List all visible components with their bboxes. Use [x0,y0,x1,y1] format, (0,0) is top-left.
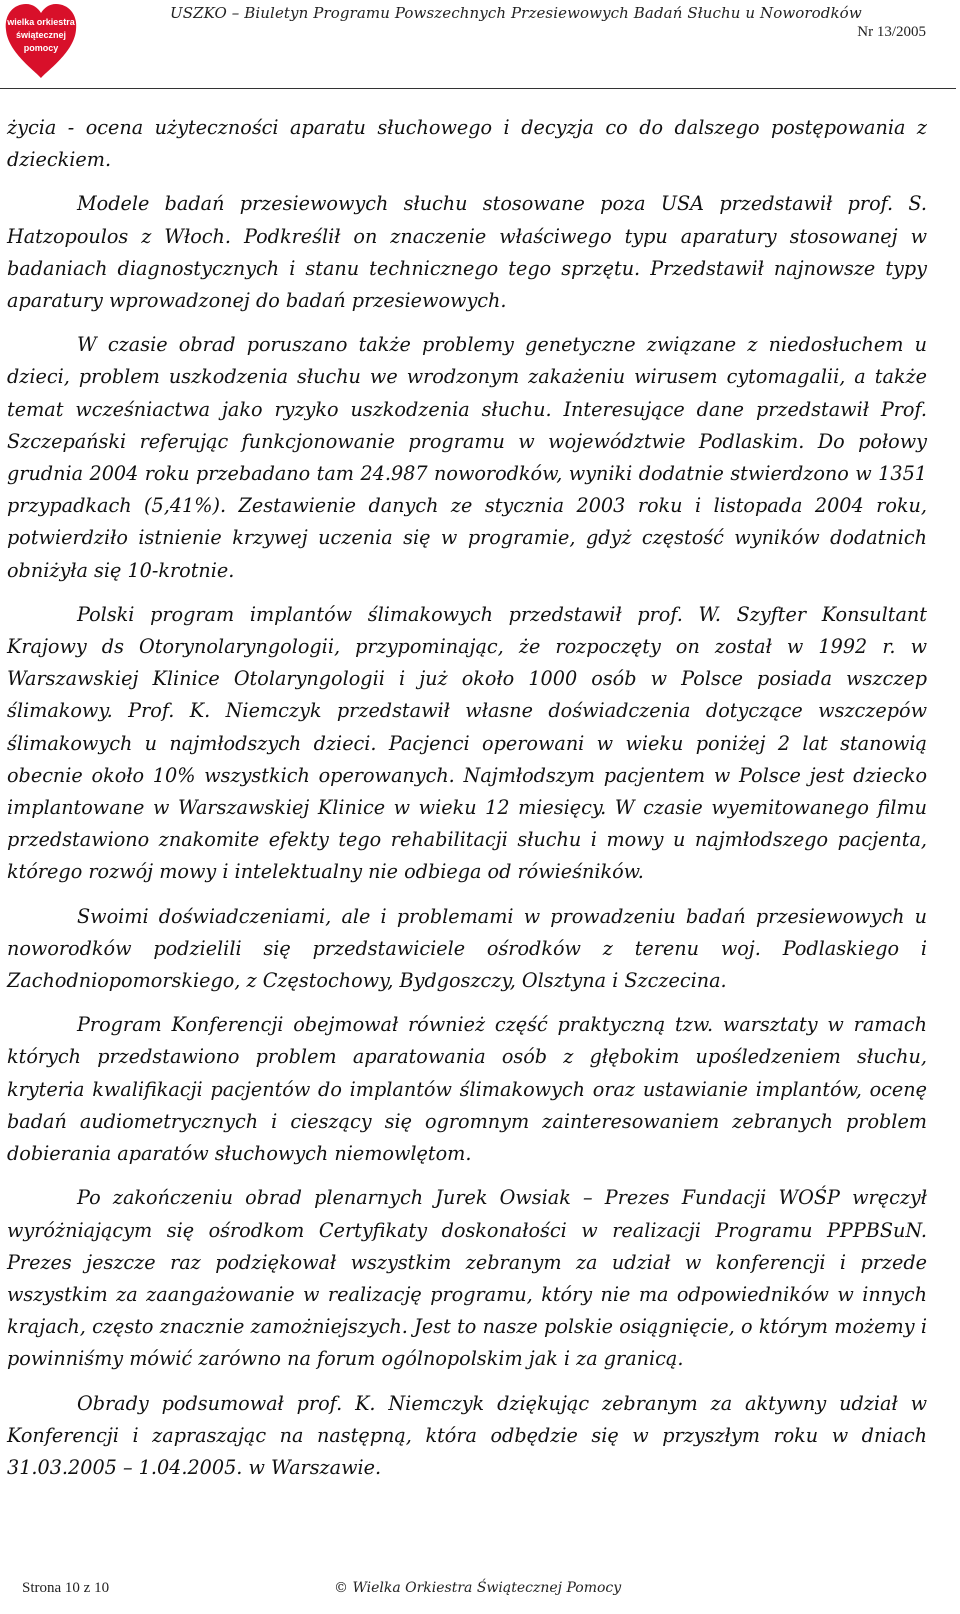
paragraph: Modele badań przesiewowych słuchu stosowane poza USA przedstawił prof. S. Hatzopoulos z Włoch. Podkreślił on znaczenie właściwego typu aparatury stosowanej w badaniach diagnostycznych i stanu technicznego tego sprzętu. Przedstawił najnowsze typy aparatury wprowadzonej do badań przesiewowych. [7,192,927,313]
paragraph: W czasie obrad poruszano także problemy genetyczne związane z niedosłuchem u dzieci, problem uszkodzenia słuchu we wrodzonym zakażeniu wirusem cytomagalii, a także temat wcześniactwa jako ryzyko uszkodzenia słuchu. Interesujące dane przedstawił Prof. Szczepański referując funkcjonowanie programu w województwie Podlaskim. Do połowy grudnia 2004 roku przebadano tam 24.987 noworodków, wyniki dodatnie stwierdzono w 1351 przypadkach (5,41%). Zestawienie danych ze stycznia 2003 roku i listopada 2004 roku, potwierdziło istnienie krzywej uczenia się w programie, gdyż częstość wyników dodatnich obniżyła się 10-krotnie. [7,333,927,582]
page-number: Strona 10 z 10 [22,1580,110,1596]
page-footer [0,1580,960,1610]
article-body [7,112,927,1496]
logo-text-line-1: wielka orkiestra [7,17,75,27]
header-divider [0,88,956,89]
paragraph: Swoimi doświadczeniami, ale i problemami w prowadzeniu badań przesiewowych u noworodków podzielili się przedstawiciele ośrodków z terenu woj. Podlaskiego i Zachodniopomorskiego, z Częstochowy, Bydgoszczy, Olsztyna i Szczecina. [7,904,927,993]
issue-number: Nr 13/2005 [857,24,926,40]
paragraph: Po zakończeniu obrad plenarnych Jurek Owsiak – Prezes Fundacji WOŚP wręczył wyróżniającym się ośrodkom Certyfikaty doskonałości w realizacji Programu PPPBSuN. Prezes jeszcze raz podziękował wszystkim zebranym za udział w konferencji i przede wszystkim za zaangażowanie w realizację programu, który nie ma odpowiedników w innych krajach, często znacznie zamożniejszych. Jest to nasze polskie osiągnięcie, o którym możemy i powinniśmy mówić zarówno na forum ogólnopolskim jak i za granicą. [7,1186,927,1371]
paragraph: Obrady podsumował prof. K. Niemczyk dziękując zebranym za aktywny udział w Konferencji i zapraszając na następną, która odbędzie się w przyszłym roku w dniach 31.03.2005 – 1.04.2005. w Warszawie. [7,1391,927,1479]
logo-text-line-2: świątecznej [15,30,67,40]
bulletin-title: USZKO – Biuletyn Programu Powszechnych Przesiewowych Badań Słuchu u Noworodków [170,4,862,22]
paragraph: Polski program implantów ślimakowych przedstawił prof. W. Szyfter Konsultant Krajowy ds Otorynolaryngologii, przypominając, że rozpoczęty on został w 1992 r. w Warszawskiej Klinice Otolaryngologii i już około 1000 osób w Polsce posiada wszczep ślimakowy. Prof. K. Niemczyk przedstawił własne doświadczenia dotyczące wszczepów ślimakowych u najmłodszych dzieci. Pacjenci operowani w wieku poniżej 2 lat stanowią obecnie około 10% wszystkich operowanych. Najmłodszym pacjentem w Polsce jest dziecko implantowane w Warszawskiej Klinice w wieku 12 miesięcy. W czasie wyemitowanego filmu przedstawiono znakomite efekty tego rehabilitacji słuchu i mowy u najmłodszego pacjenta, którego rozwój mowy i intelektualny nie odbiega od rówieśników. [7,602,927,884]
paragraph: Program Konferencji obejmował również część praktyczną tzw. warsztaty w ramach których przedstawiono problem aparatowania osób z głębokim upośledzeniem słuchu, kryteria kwalifikacji pacjentów do implantów ślimakowych oraz ustawianie implantów, ocenę badań audiometrycznych i cieszący się ogromnym zainteresowaniem zebranych problem dobierania aparatów słuchowych niemowlętom. [7,1013,927,1166]
page-header [0,0,960,90]
logo-text-line-3: pomocy [23,43,59,53]
copyright-notice: © Wielka Orkiestra Świątecznej Pomocy [334,1580,622,1596]
paragraph: życia - ocena użyteczności aparatu słuchowego i decyzja co do dalszego postępowania z dzieckiem. [7,116,927,172]
wosp-heart-logo [4,2,78,80]
